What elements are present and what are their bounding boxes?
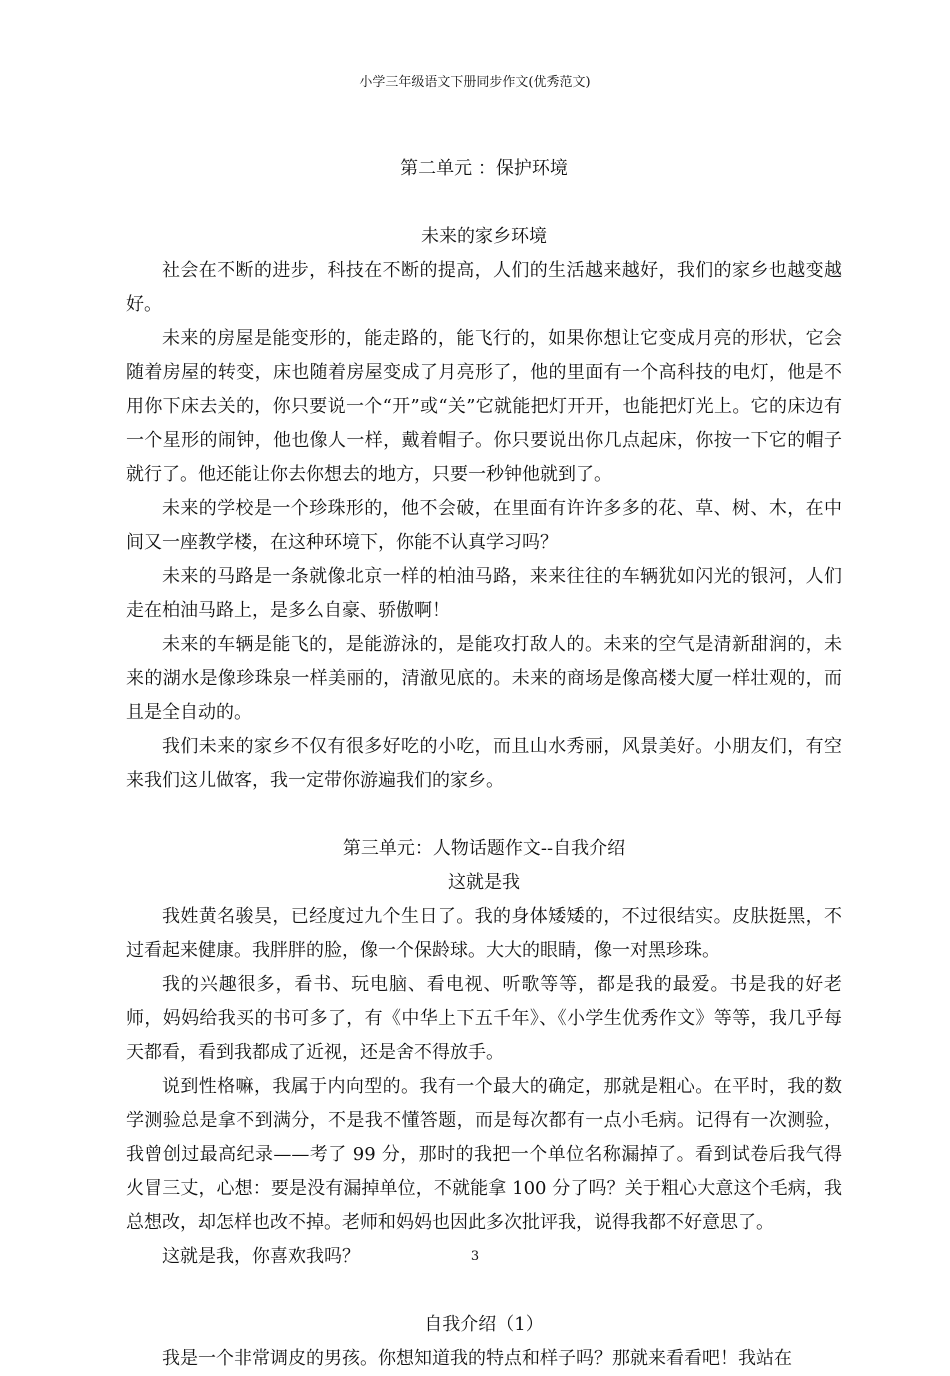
unit3-essay-title: 这就是我 bbox=[448, 872, 520, 893]
unit2-paragraph: 我们未来的家乡不仅有很多好吃的小吃，而且山水秀丽，风景美好。小朋友们，有空来我们这儿做客，我一定带你游遍我们的家乡。 bbox=[126, 736, 842, 791]
unit3-paragraph: 这就是我，你喜欢我吗？ bbox=[162, 1246, 360, 1267]
unit2-paragraph: 未来的马路是一条就像北京一样的柏油马路，来来往往的车辆犹如闪光的银河，人们走在柏油马路上，是多么自豪、骄傲啊！ bbox=[126, 566, 842, 621]
page-number: 3 bbox=[470, 1249, 480, 1264]
unit2-title: 第二单元 ：保护环境 bbox=[400, 158, 568, 179]
page-header: 小学三年级语文下册同步作文(优秀范文) bbox=[359, 75, 591, 90]
unit2-paragraph: 未来的车辆是能飞的，是能游泳的，是能攻打敌人的。未来的空气是清新甜润的，未来的湖水是像珍珠泉一样美丽的，清澈见底的。未来的商场是像高楼大厦一样壮观的，而且是全自动的。 bbox=[126, 634, 842, 723]
essay3-title: 自我介绍（1） bbox=[424, 1314, 544, 1335]
unit3-title: 第三单元：人物话题作文--自我介绍 bbox=[342, 838, 626, 859]
unit2-essay-title: 未来的家乡环境 bbox=[421, 226, 547, 247]
unit3-paragraph: 我姓黄名骏昊，已经度过九个生日了。我的身体矮矮的，不过很结实。皮肤挺黑，不过看起来健康。我胖胖的脸，像一个保龄球。大大的眼睛，像一对黑珍珠。 bbox=[126, 906, 842, 961]
unit2-paragraph: 社会在不断的进步，科技在不断的提高，人们的生活越来越好，我们的家乡也越变越好。 bbox=[126, 260, 842, 315]
unit2-paragraph: 未来的房屋是能变形的，能走路的，能飞行的，如果你想让它变成月亮的形状，它会随着房屋的转变，床也随着房屋变成了月亮形了，他的里面有一个高科技的电灯，他是不用你下床去关的，你只要说一个“开”或“关”它就能把灯开开，也能把灯光上。它的床边有一个星形的闹钟，他也像人一样，戴着帽子。你只要说出你几点起床，你按一下它的帽子就行了。他还能让你去你想去的地方，只要一秒钟他就到了。 bbox=[126, 328, 842, 485]
unit2-paragraph: 未来的学校是一个珍珠形的，他不会破，在里面有许许多多的花、草、树、木，在中间又一座教学楼，在这种环境下，你能不认真学习吗？ bbox=[126, 498, 842, 553]
document-body bbox=[126, 152, 842, 1376]
unit3-paragraph: 说到性格嘛，我属于内向型的。我有一个最大的确定，那就是粗心。在平时，我的数学测验总是拿不到满分，不是我不懂答题，而是每次都有一点小毛病。记得有一次测验，我曾创过最高纪录——考了 99 分，那时的我把一个单位名称漏掉了。看到试卷后我气得火冒三丈，心想：要是没有漏掉单位，不就能拿 100 分了吗？关于粗心大意这个毛病，我总想改，却怎样也改不掉。老师和妈妈也因此多次批评我，说得我都不好意思了。 bbox=[126, 1076, 842, 1233]
unit3-paragraph: 我的兴趣很多，看书、玩电脑、看电视、听歌等等，都是我的最爱。书是我的好老师，妈妈给我买的书可多了，有《中华上下五千年》、《小学生优秀作文》等等，我几乎每天都看，看到我都成了近视，还是舍不得放手。 bbox=[126, 974, 842, 1063]
essay3-paragraph: 我是一个非常调皮的男孩。你想知道我的特点和样子吗？那就来看看吧！我站在 bbox=[162, 1348, 792, 1369]
